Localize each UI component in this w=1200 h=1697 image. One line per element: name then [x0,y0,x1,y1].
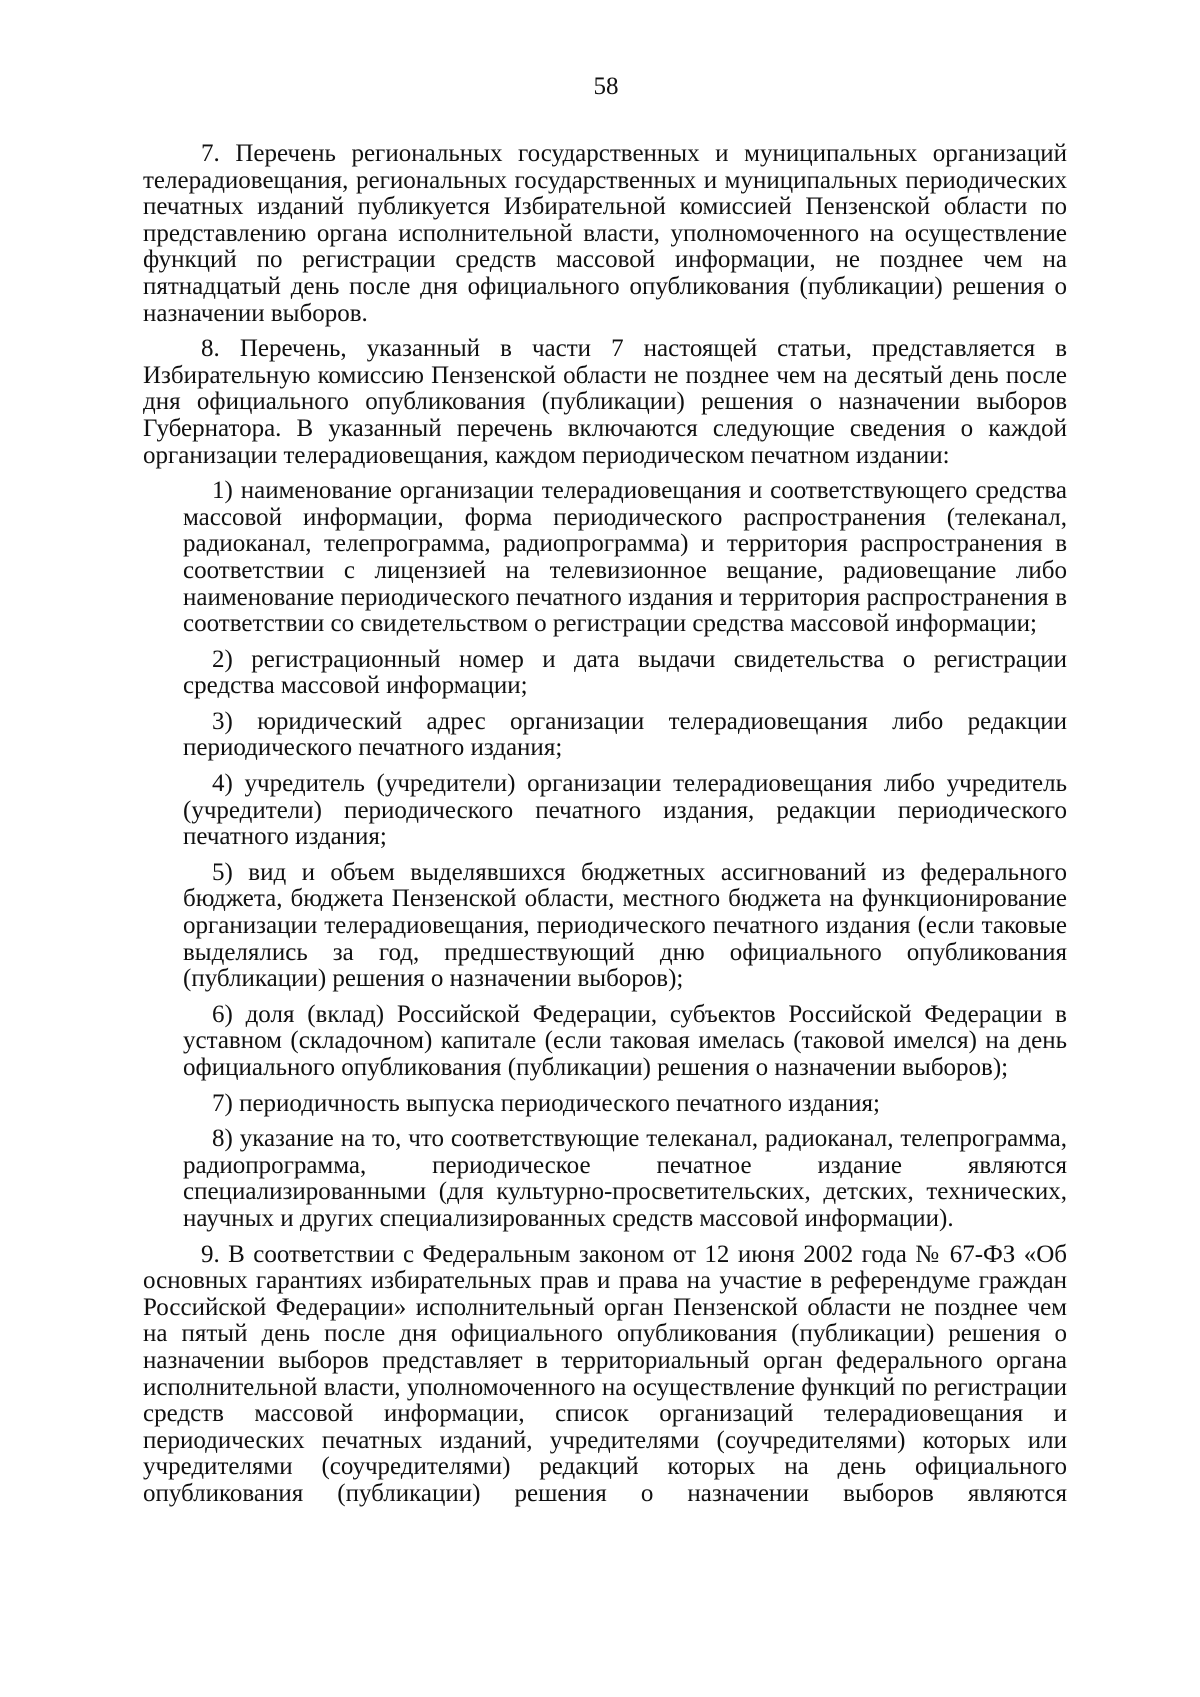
list-item-7: 7) периодичность выпуска периодического печатного издания; [212,1089,881,1117]
list-item-1: 1) наименование организации телерадиовещания и соответствующего средства массовой информации, форма периодического распространения (телеканал, радиоканал, телепрограмма, радиопрограмма) и территория распространения в соответствии с лицензией на телевизионное вещание, радиовещание либо наименование периодического печатного издания и территория распространения в соответствии со свидетельством о регистрации средства массовой информации; [183,477,1067,638]
list-item-8: 8) указание на то, что соответствующие телеканал, радиоканал, телепрограмма, радиопрограмма, периодическое печатное издание являются специализированными (для культурно-просветительских, детских, технических, научных и других специализированных средств массовой информации). [183,1125,1067,1232]
paragraph-7: 7. Перечень региональных государственных и муниципальных организаций телерадиовещания, региональных государственных и муниципальных периодических печатных изданий публикуется Избирательной комиссией Пензенской области по представлению органа исполнительной власти, уполномоченного на осуществление функций по регистрации средств массовой информации, не позднее чем на пятнадцатый день после дня официального опубликования (публикации) решения о назначении выборов. [143,140,1067,327]
list-item-2: 2) регистрационный номер и дата выдачи свидетельства о регистрации средства массовой информации; [183,645,1067,700]
paragraph-8: 8. Перечень, указанный в части 7 настоящей статьи, представляется в Избирательную комиссию Пензенской области не позднее чем на десятый день после дня официального опубликования (публикации) решения о назначении выборов Губернатора. В указанный перечень включаются следующие сведения о каждой организации телерадиовещания, каждом периодическом печатном издании: [143,335,1067,469]
list-item-4: 4) учредитель (учредители) организации телерадиовещания либо учредитель (учредители) периодического печатного издания, редакции периодического печатного издания; [183,770,1067,851]
page-number: 58 [593,73,619,100]
list-item-3: 3) юридический адрес организации телерадиовещания либо редакции периодического печатного издания; [183,707,1067,762]
paragraph-9: 9. В соответствии с Федеральным законом от 12 июня 2002 года № 67-ФЗ «Об основных гарантиях избирательных прав и права на участие в референдуме граждан Российской Федерации» исполнительный орган Пензенской области не позднее чем на пятый день после дня официального опубликования (публикации) решения о назначении выборов представляет в территориальный орган федерального органа исполнительной власти, уполномоченного на осуществление функций по регистрации средств массовой информации, список организаций телерадиовещания и периодических печатных изданий, учредителями (соучредителями) которых или учредителями (соучредителями) редакций которых на день официального опубликования (публикации) решения о назначении выборов являются [143,1240,1067,1507]
list-item-5: 5) вид и объем выделявшихся бюджетных ассигнований из федерального бюджета, бюджета Пензенской области, местного бюджета на функционирование организации телерадиовещания, периодического печатного издания (если таковые выделялись за год, предшествующий дню официального опубликования (публикации) решения о назначении выборов); [183,858,1067,993]
list-item-6: 6) доля (вклад) Российской Федерации, субъектов Российской Федерации в уставном (складочном) капитале (если таковая имелась (таковой имелся) на день официального опубликования (публикации) решения о назначении выборов); [183,1000,1067,1081]
document-body [143,141,1067,1508]
